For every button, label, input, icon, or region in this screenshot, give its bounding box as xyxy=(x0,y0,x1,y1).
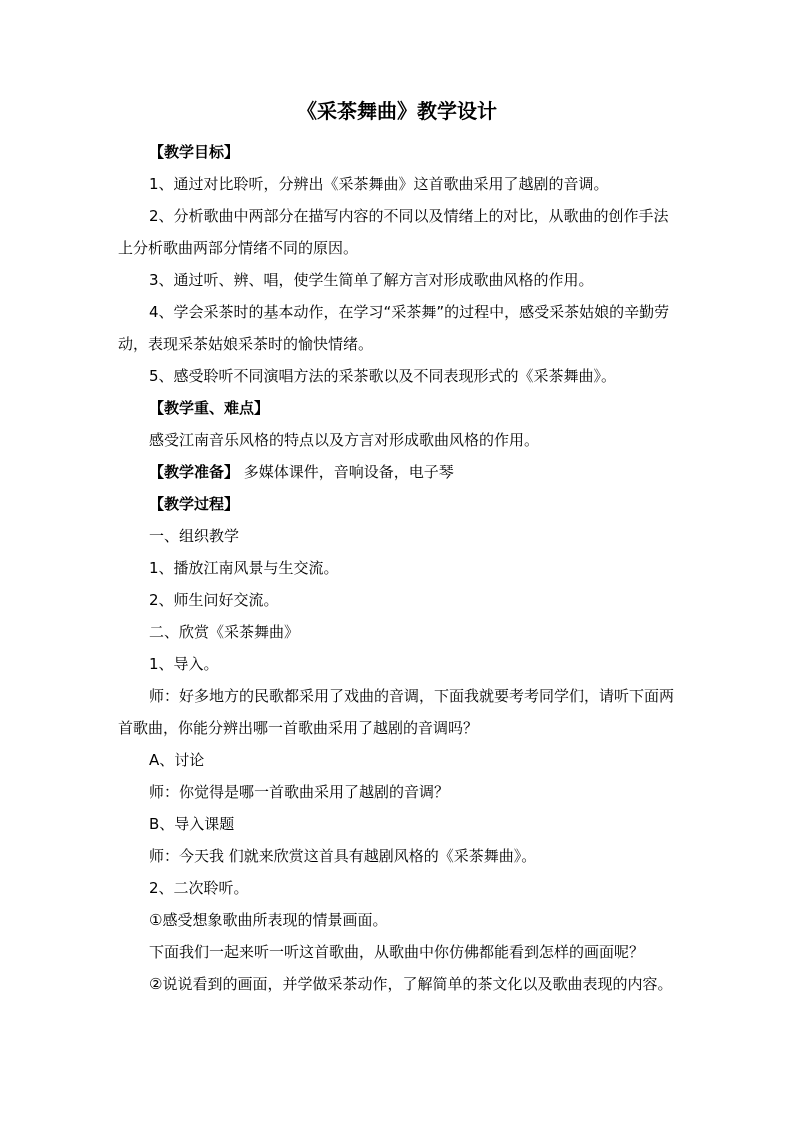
paragraph: 2、分析歌曲中两部分在描写内容的不同以及情绪上的对比，从歌曲的创作手法上分析歌曲两部分情绪不同的原因。 xyxy=(118,207,669,257)
paragraph: A、讨论 xyxy=(149,751,205,769)
paragraph: 3、通过听、辨、唱，使学生简单了解方言对形成歌曲风格的作用。 xyxy=(149,271,594,289)
paragraph: B、导入课题 xyxy=(149,815,235,833)
paragraph: 感受江南音乐风格的特点以及方言对形成歌曲风格的作用。 xyxy=(149,431,540,449)
paragraph: 1、导入。 xyxy=(149,655,219,673)
paragraph: 2、师生问好交流。 xyxy=(149,591,279,609)
paragraph: 下面我们一起来听一听这首歌曲，从歌曲中你仿佛都能看到怎样的画面呢？ xyxy=(149,943,645,961)
section-heading-key-points: 【教学重、难点】 xyxy=(149,399,270,417)
paragraph: 1、播放江南风景与生交流。 xyxy=(149,559,339,577)
paragraph: 师：好多地方的民歌都采用了戏曲的音调，下面我就要考考同学们，请听下面两首歌曲，你能分辨出哪一首歌曲采用了越剧的音调吗？ xyxy=(118,687,675,737)
paragraph: 4、学会采茶时的基本动作，在学习“采茶舞”的过程中，感受采茶姑娘的辛勤劳动，表现采茶姑娘采茶时的愉快情绪。 xyxy=(118,303,670,353)
paragraph: 师：今天我 们就来欣赏这首具有越剧风格的《采茶舞曲》。 xyxy=(149,847,537,865)
section-heading-process: 【教学过程】 xyxy=(149,495,240,513)
document-body xyxy=(118,136,678,1000)
section-heading-preparation: 【教学准备】 xyxy=(149,463,240,481)
paragraph: 5、感受聆听不同演唱方法的采茶歌以及不同表现形式的《采茶舞曲》。 xyxy=(149,367,617,385)
paragraph: 1、通过对比聆听，分辨出《采茶舞曲》这首歌曲采用了越剧的音调。 xyxy=(149,175,609,193)
paragraph: 二、欣赏《采茶舞曲》 xyxy=(149,623,300,641)
paragraph: 一、组织教学 xyxy=(149,527,240,545)
paragraph: 师：你觉得是哪一首歌曲采用了越剧的音调？ xyxy=(149,783,450,801)
document-title: 《采茶舞曲》教学设计 xyxy=(297,99,497,123)
paragraph: 2、二次聆听。 xyxy=(149,879,249,897)
teaching-preparation-line xyxy=(118,456,678,488)
preparation-items: 多媒体课件，音响设备，电子琴 xyxy=(239,463,454,481)
section-heading-objectives: 【教学目标】 xyxy=(149,143,240,161)
paragraph: ②说说看到的画面，并学做采茶动作，了解简单的茶文化以及歌曲表现的内容。 xyxy=(149,975,673,993)
paragraph: ①感受想象歌曲所表现的情景画面。 xyxy=(149,911,388,929)
